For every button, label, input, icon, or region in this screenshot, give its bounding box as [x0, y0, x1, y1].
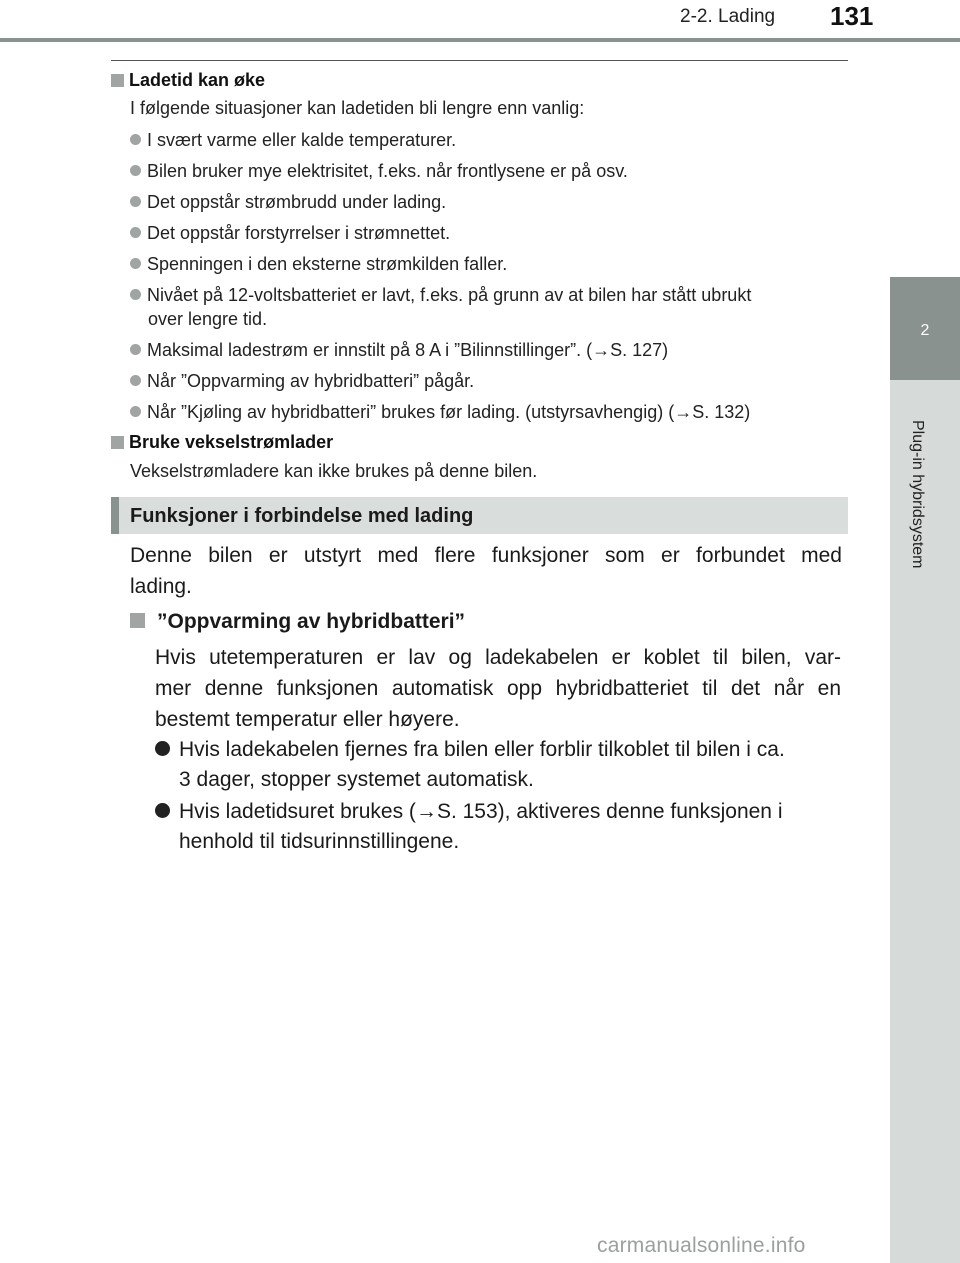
ladetid-intro: I følgende situasjoner kan ladetiden bli lengre enn vanlig:	[130, 98, 585, 118]
content-top-rule	[111, 60, 848, 61]
section-header-bar	[111, 497, 119, 534]
heading-ladetid: Ladetid kan øke	[111, 70, 265, 91]
list-item: Spenningen i den eksterne strømkilden faller.	[130, 252, 850, 276]
watermark: carmanualsonline.info	[597, 1234, 806, 1257]
bullet-icon	[155, 741, 170, 756]
section-intro-line2: lading.	[130, 575, 192, 598]
page-number: 131	[830, 1, 874, 31]
list-item-12v: Nivået på 12-voltsbatteriet er lavt, f.eks. på grunn av at bilen har stått ubrukt over lengre tid.	[130, 283, 850, 331]
bullet-icon	[130, 258, 141, 269]
list-item-timer: Hvis ladetidsuret brukes (→S. 153), aktiveres denne funksjonen i henhold til tidsurinnstillingene.	[155, 797, 845, 857]
square-bullet-icon	[111, 436, 124, 449]
list-item: Det oppstår strømbrudd under lading.	[130, 190, 850, 214]
arrow-right-icon: →	[592, 340, 611, 360]
bullet-icon	[130, 375, 141, 386]
bullet-icon	[130, 344, 141, 355]
square-bullet-icon	[130, 613, 145, 628]
sub-heading-oppvarming: ”Oppvarming av hybridbatteri”	[130, 610, 465, 634]
list-item: Når ”Oppvarming av hybridbatteri” pågår.	[130, 369, 850, 393]
square-bullet-icon	[111, 74, 124, 87]
sub-text-line3: bestemt temperatur eller høyere.	[155, 708, 460, 731]
bullet-icon	[130, 165, 141, 176]
header-section-title: 2-2. Lading	[680, 6, 776, 27]
list-item: I svært varme eller kalde temperaturer.	[130, 128, 850, 152]
bullet-icon	[130, 289, 141, 300]
list-item: Bilen bruker mye elektrisitet, f.eks. når frontlysene er på osv.	[130, 159, 850, 183]
chapter-number: 2	[920, 322, 930, 339]
vekselstrom-text: Vekselstrømladere kan ikke brukes på denne bilen.	[130, 461, 538, 481]
list-item-max-current: Maksimal ladestrøm er innstilt på 8 A i ”Bilinnstillinger”. (→S. 127)	[130, 338, 850, 362]
sub-text-line1: Hvis utetemperaturen er lav og ladekabelen er koblet til bilen, var-	[155, 646, 841, 669]
heading-vekselstrom: Bruke vekselstrømlader	[111, 432, 333, 453]
bullet-icon	[130, 134, 141, 145]
page-ref-132[interactable]: S. 132)	[692, 402, 751, 422]
bullet-icon	[130, 227, 141, 238]
chapter-title: Plug-in hybridsystem	[909, 420, 926, 569]
list-item: Det oppstår forstyrrelser i strømnettet.	[130, 221, 850, 245]
sub-text-line2: mer denne funksjonen automatisk opp hybridbatteriet til det når en	[155, 677, 841, 700]
bullet-icon	[130, 196, 141, 207]
page-ref-127[interactable]: S. 127)	[610, 340, 669, 360]
header-rule	[0, 38, 960, 42]
arrow-right-icon: →	[674, 402, 693, 422]
list-item-cable-removed: Hvis ladekabelen fjernes fra bilen eller forblir tilkoblet til bilen i ca. 3 dager, stopper systemet automatisk.	[155, 735, 845, 795]
arrow-right-icon: →	[415, 800, 437, 823]
page-ref-153[interactable]: S. 153), aktiveres denne funksjonen i	[436, 800, 783, 823]
list-item-kjoling: Når ”Kjøling av hybridbatteri” brukes før lading. (utstyrsavhengig) (→S. 132)	[130, 400, 850, 424]
section-intro-line1: Denne bilen er utstyrt med flere funksjoner som er forbundet med	[130, 544, 842, 567]
bullet-icon	[130, 406, 141, 417]
bullet-icon	[155, 803, 170, 818]
section-title: Funksjoner i forbindelse med lading	[130, 505, 474, 527]
